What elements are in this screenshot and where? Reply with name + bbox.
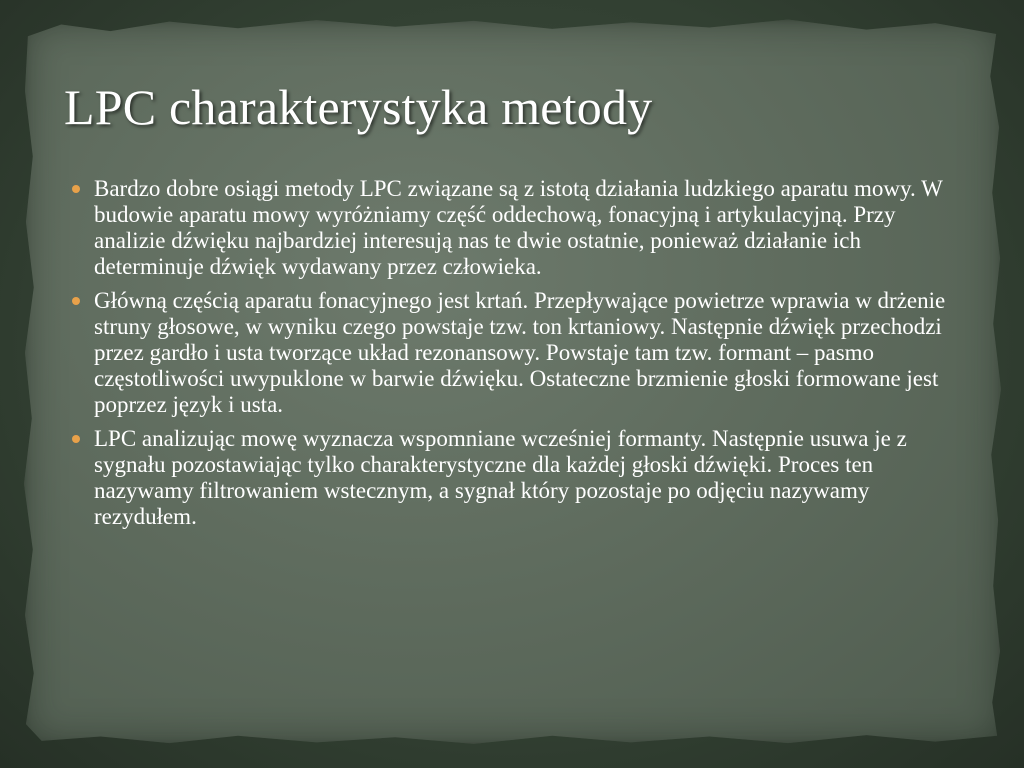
- bullet-dot-icon: [72, 185, 80, 193]
- bullet-list: [70, 176, 970, 538]
- bullet-item: [70, 288, 970, 418]
- bullet-text: Bardzo dobre osiągi metody LPC związane są z istotą działania ludzkiego aparatu mowy. W budowie aparatu mowy wyróżniamy część oddechową, fonacyjną i artykulacyjną. Przy analizie dźwięku najbardziej interesują nas te dwie ostatnie, ponieważ działanie ich determinuje dźwięk wydawany przez człowieka.: [94, 176, 943, 279]
- bullet-item: [70, 176, 970, 280]
- bullet-text: Główną częścią aparatu fonacyjnego jest krtań. Przepływające powietrze wprawia w drżenie struny głosowe, w wyniku czego powstaje tzw. ton krtaniowy. Następnie dźwięk przechodzi przez gardło i usta tworzące układ rezonansowy. Powstaje tam tzw. formant – pasmo częstotliwości uwypuklone w barwie dźwięku. Ostateczne brzmienie głoski formowane jest poprzez język i usta.: [94, 288, 946, 417]
- bullet-dot-icon: [72, 435, 80, 443]
- bullet-item: [70, 426, 970, 530]
- bullet-dot-icon: [72, 297, 80, 305]
- bullet-text: LPC analizując mowę wyznacza wspomniane wcześniej formanty. Następnie usuwa je z sygnału pozostawiając tylko charakterystyczne dla każdej głoski dźwięki. Proces ten nazywamy filtrowaniem wstecznym, a sygnał który pozostaje po odjęciu nazywamy rezydułem.: [94, 426, 907, 529]
- slide-title: LPC charakterystyka metody: [64, 79, 653, 135]
